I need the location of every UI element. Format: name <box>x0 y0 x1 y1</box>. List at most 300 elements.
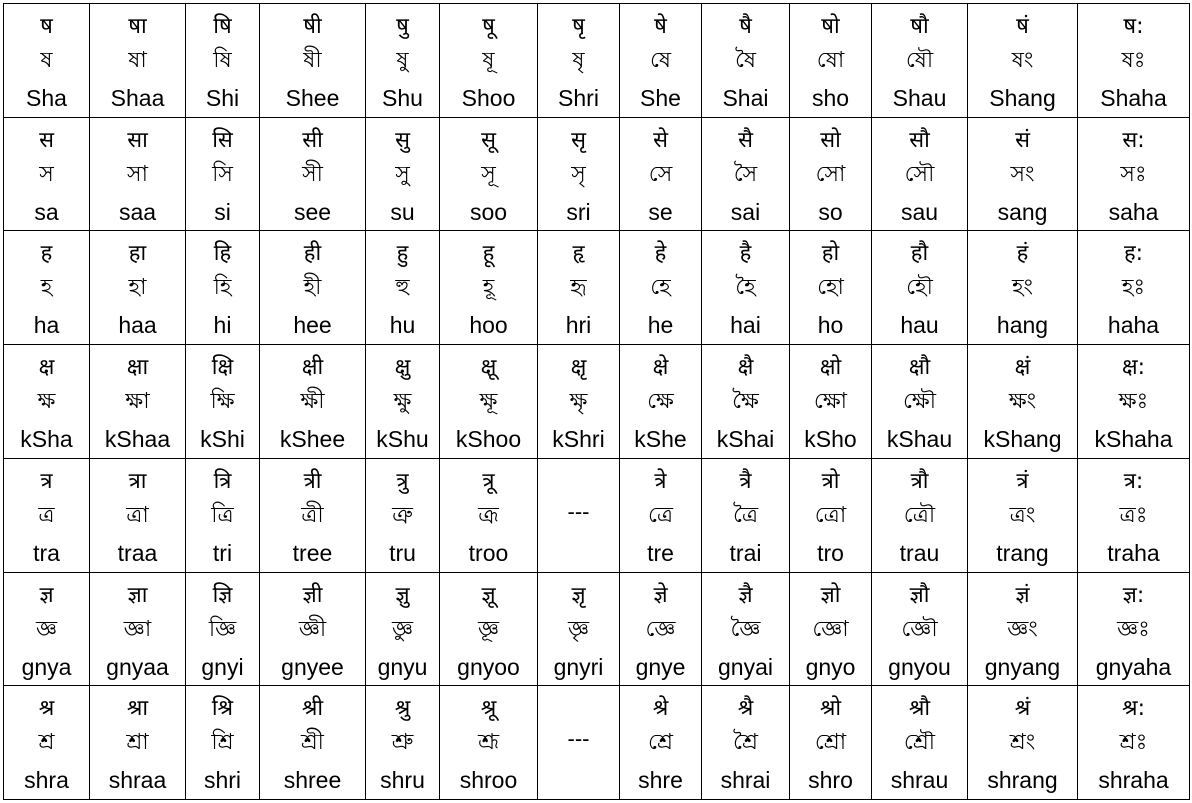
devanagari-glyph: ज्ञ <box>39 582 54 608</box>
romanization-label: gnyang <box>984 653 1061 680</box>
cell-content <box>790 459 871 571</box>
devanagari-glyph: हे <box>654 241 667 267</box>
devanagari-glyph: ज्ञृ <box>571 582 586 608</box>
table-cell <box>90 117 186 231</box>
table-cell <box>968 117 1078 231</box>
bengali-glyph: জ্ঞী <box>298 616 327 642</box>
bengali-glyph: হি <box>213 275 232 301</box>
romanization-label: so <box>818 198 843 225</box>
cell-content <box>366 459 439 571</box>
table-cell <box>260 117 366 231</box>
table-cell <box>790 345 872 459</box>
cell-content <box>968 118 1077 230</box>
romanization-label: saha <box>1108 198 1159 225</box>
table-cell <box>440 572 538 686</box>
romanization-label: gnyo <box>805 653 856 680</box>
devanagari-glyph: षा <box>128 14 147 39</box>
romanization-label: gnyoo <box>457 653 520 680</box>
bengali-glyph: সৃ <box>571 161 586 187</box>
devanagari-glyph: हि <box>213 241 232 267</box>
cell-content <box>440 345 537 457</box>
table-row <box>4 231 1190 345</box>
table-cell <box>538 458 620 572</box>
romanization-label: gnyu <box>377 653 428 680</box>
romanization-label: hang <box>996 312 1049 339</box>
romanization-label: gnya <box>21 653 72 680</box>
romanization-label: soo <box>469 198 508 225</box>
romanization-label: shrang <box>987 767 1058 794</box>
table-cell <box>366 458 440 572</box>
table-cell <box>366 572 440 686</box>
romanization-label: gnye <box>635 653 686 680</box>
bengali-glyph: হো <box>817 275 844 301</box>
cell-content <box>1078 118 1189 230</box>
cell-content <box>1078 459 1189 571</box>
bengali-glyph: ত্রো <box>814 502 847 528</box>
romanization-label: Shaha <box>1100 85 1167 111</box>
cell-content <box>260 459 365 571</box>
cell-content <box>872 573 967 685</box>
romanization-label: ho <box>817 312 844 339</box>
bengali-glyph: হা <box>128 275 147 301</box>
cell-content <box>90 345 185 457</box>
table-cell <box>790 686 872 800</box>
cell-content <box>620 573 701 685</box>
devanagari-glyph: सै <box>738 127 753 153</box>
cell-content <box>790 686 871 798</box>
bengali-glyph: ত্রী <box>301 502 324 528</box>
romanization-label: tri <box>212 539 233 566</box>
bengali-glyph: হে <box>650 275 671 301</box>
cell-content <box>186 4 259 116</box>
devanagari-glyph: षौ <box>910 14 929 39</box>
devanagari-glyph: सी <box>302 127 323 153</box>
bengali-glyph: ষো <box>816 48 845 73</box>
table-cell <box>538 572 620 686</box>
romanization-label: Shee <box>285 85 340 111</box>
table-cell <box>538 231 620 345</box>
table-cell <box>702 345 790 459</box>
table-cell <box>702 572 790 686</box>
table-cell <box>260 345 366 459</box>
romanization-label: kShri <box>552 426 605 453</box>
cell-content <box>968 4 1077 116</box>
cell-content <box>538 345 619 457</box>
romanization-label: kShu <box>376 426 429 453</box>
devanagari-glyph: हो <box>821 241 840 267</box>
romanization-label: troo <box>468 539 509 566</box>
devanagari-glyph: श्र <box>38 696 55 722</box>
table-cell <box>790 458 872 572</box>
cell-content <box>366 118 439 230</box>
bengali-glyph: সৌ <box>904 161 935 187</box>
romanization-label: traa <box>117 539 158 566</box>
bengali-glyph: জ্ঞৈ <box>730 616 761 642</box>
romanization-label: kShi <box>200 426 245 453</box>
devanagari-glyph: ज्ञा <box>127 582 148 608</box>
cell-content <box>620 4 701 116</box>
table-cell <box>620 4 702 118</box>
devanagari-glyph: श्रि <box>211 696 234 722</box>
devanagari-glyph: षो <box>821 14 840 39</box>
table-cell <box>366 345 440 459</box>
table-cell <box>186 4 260 118</box>
bengali-glyph: ষি <box>213 48 232 73</box>
romanization-label: sa <box>34 198 59 225</box>
devanagari-glyph: त्रौ <box>910 468 929 494</box>
table-cell <box>1078 345 1190 459</box>
table-cell <box>366 117 440 231</box>
bengali-glyph: ষা <box>128 48 147 73</box>
cell-content <box>1078 4 1189 116</box>
cell-content <box>366 4 439 116</box>
cell-content <box>872 231 967 343</box>
table-cell <box>620 231 702 345</box>
devanagari-glyph: है <box>739 241 752 267</box>
romanization-label: he <box>647 312 674 339</box>
romanization-label: kShai <box>716 426 775 453</box>
cell-content <box>4 459 89 571</box>
table-cell <box>186 458 260 572</box>
table-cell <box>1078 458 1190 572</box>
bengali-glyph: শ্রৈ <box>733 730 758 756</box>
bengali-glyph: শ্রি <box>211 730 234 756</box>
romanization-label: Shri <box>558 85 599 111</box>
devanagari-glyph: श्रु <box>394 696 411 722</box>
cell-content <box>872 459 967 571</box>
romanization-label: hi <box>213 312 232 339</box>
bengali-glyph: সু <box>395 161 410 187</box>
bengali-glyph: জ্ঞা <box>123 616 152 642</box>
bengali-glyph: জ্ঞ <box>35 616 58 642</box>
devanagari-glyph: हा <box>128 241 147 267</box>
romanization-label: kShang <box>983 426 1062 453</box>
table-cell <box>620 117 702 231</box>
romanization-label: se <box>648 198 673 225</box>
table-cell <box>620 458 702 572</box>
bengali-glyph: জ্ঞৃ <box>567 616 590 642</box>
table-cell <box>90 4 186 118</box>
bengali-glyph: শ্রু <box>391 730 414 756</box>
romanization-label: gnyi <box>201 653 244 680</box>
table-cell <box>366 231 440 345</box>
romanization-label: kShaha <box>1094 426 1173 453</box>
bengali-glyph: ত্রু <box>392 502 413 528</box>
devanagari-glyph: सृ <box>571 127 586 153</box>
cell-content <box>872 686 967 798</box>
romanization-label: sai <box>730 198 761 225</box>
cell-content <box>790 573 871 685</box>
cell-content <box>440 4 537 116</box>
romanization-label: kShe <box>634 426 687 453</box>
table-body <box>4 4 1190 800</box>
devanagari-glyph: सो <box>820 127 841 153</box>
bengali-glyph: শ্রী <box>301 730 324 756</box>
romanization-label: shroo <box>459 767 518 794</box>
cell-content <box>4 118 89 230</box>
devanagari-glyph: त्री <box>303 468 322 494</box>
cell-content <box>538 118 619 230</box>
table-cell <box>790 231 872 345</box>
bengali-glyph: ক্ষী <box>300 389 325 415</box>
bengali-glyph: হী <box>303 275 322 301</box>
bengali-glyph: ষৃ <box>572 48 585 73</box>
cell-content <box>872 118 967 230</box>
romanization-label: kSha <box>20 426 73 453</box>
bengali-glyph: ষৌ <box>905 48 934 73</box>
devanagari-glyph: हं <box>1016 241 1029 267</box>
table-cell <box>620 686 702 800</box>
romanization-label: shro <box>808 767 853 794</box>
cell-content <box>968 686 1077 798</box>
empty-cell-dash: --- <box>567 498 590 524</box>
cell-content <box>90 573 185 685</box>
devanagari-glyph: षू <box>482 14 495 39</box>
bengali-glyph: ক্ষি <box>210 389 235 415</box>
cell-content <box>186 459 259 571</box>
devanagari-glyph: त्रं <box>1016 468 1029 494</box>
cell-content <box>90 118 185 230</box>
romanization-label: She <box>640 85 681 111</box>
devanagari-glyph: श्रो <box>819 696 842 722</box>
cell-content <box>872 345 967 457</box>
cell-content <box>538 459 619 571</box>
table-cell <box>260 572 366 686</box>
table-cell <box>872 686 968 800</box>
cell-content <box>4 573 89 685</box>
devanagari-glyph: ज्ञौ <box>909 582 930 608</box>
bengali-glyph: ক্ষো <box>813 389 848 415</box>
cell-content <box>186 345 259 457</box>
empty-cell-dash: --- <box>567 726 590 752</box>
table-cell <box>186 686 260 800</box>
bengali-glyph: ত্র <box>38 502 55 528</box>
cell-content <box>1078 345 1189 457</box>
table-cell <box>872 458 968 572</box>
bengali-glyph: ষে <box>649 48 672 73</box>
devanagari-glyph: ज्ञ: <box>1122 582 1145 608</box>
cell-content <box>90 4 185 116</box>
table-cell <box>968 572 1078 686</box>
bengali-glyph: ক্ষৌ <box>902 389 937 415</box>
cell-content <box>790 118 871 230</box>
bengali-glyph: ষং <box>1011 48 1034 73</box>
devanagari-glyph: क्षा <box>126 355 149 381</box>
bengali-glyph: ষু <box>396 48 409 73</box>
cell-content <box>440 231 537 343</box>
devanagari-glyph: क्ष <box>38 355 55 381</box>
romanization-label: tre <box>647 539 674 566</box>
bengali-glyph: ত্রে <box>647 502 674 528</box>
table-cell <box>968 458 1078 572</box>
devanagari-glyph: क्षे <box>652 355 669 381</box>
devanagari-glyph: त्रा <box>128 468 147 494</box>
romanization-label: tree <box>292 539 333 566</box>
devanagari-glyph: क्ष: <box>1121 355 1146 381</box>
bengali-glyph: শ্রৌ <box>903 730 936 756</box>
devanagari-glyph: ष: <box>1123 14 1144 39</box>
table-cell <box>538 4 620 118</box>
devanagari-glyph: क्षू <box>480 355 497 381</box>
devanagari-glyph: ज्ञो <box>820 582 841 608</box>
table-cell <box>620 572 702 686</box>
romanization-label: ha <box>33 312 60 339</box>
cell-content <box>366 686 439 798</box>
romanization-label: Shau <box>892 85 947 111</box>
devanagari-glyph: षी <box>303 14 322 39</box>
cell-content <box>440 573 537 685</box>
romanization-label: sho <box>811 85 850 111</box>
romanization-label: Shu <box>382 85 423 111</box>
devanagari-glyph: श्रू <box>480 696 497 722</box>
table-cell <box>1078 4 1190 118</box>
bengali-glyph: জ্ঞো <box>812 616 849 642</box>
table-cell <box>702 117 790 231</box>
table-cell <box>90 686 186 800</box>
bengali-glyph: ত্রা <box>126 502 149 528</box>
table-row <box>4 686 1190 800</box>
romanization-label: trau <box>899 539 940 566</box>
bengali-glyph: ক্ষে <box>647 389 674 415</box>
romanization-label: see <box>293 198 332 225</box>
bengali-glyph: সো <box>815 161 846 187</box>
cell-content <box>790 4 871 116</box>
table-cell <box>968 4 1078 118</box>
romanization-label: haha <box>1107 312 1160 339</box>
bengali-glyph: হৈ <box>735 275 756 301</box>
cell-content <box>186 573 259 685</box>
bengali-glyph: সি <box>212 161 233 187</box>
devanagari-glyph: षे <box>654 14 667 39</box>
table-cell <box>90 572 186 686</box>
bengali-glyph: জ্ঞং <box>1007 616 1038 642</box>
bengali-glyph: শ্রো <box>814 730 847 756</box>
devanagari-glyph: षै <box>739 14 752 39</box>
devanagari-glyph: श्रै <box>737 696 754 722</box>
devanagari-glyph: षु <box>396 14 409 39</box>
devanagari-glyph: श्र: <box>1122 696 1145 722</box>
bengali-glyph: স <box>39 161 54 187</box>
table-cell <box>1078 686 1190 800</box>
cell-content <box>702 686 789 798</box>
devanagari-glyph: षं <box>1016 14 1029 39</box>
cell-content <box>872 4 967 116</box>
devanagari-glyph: सि <box>212 127 233 153</box>
devanagari-glyph: क्षृ <box>570 355 587 381</box>
cell-content <box>260 118 365 230</box>
table-cell <box>4 231 90 345</box>
bengali-glyph: সে <box>648 161 673 187</box>
romanization-label: Shi <box>205 85 240 111</box>
bengali-glyph: ক্ষঃ <box>1118 389 1149 415</box>
table-row <box>4 4 1190 118</box>
cell-content <box>1078 231 1189 343</box>
bengali-glyph: শ্রা <box>126 730 149 756</box>
table-cell <box>872 4 968 118</box>
devanagari-glyph: क्षी <box>301 355 324 381</box>
romanization-label: gnyaha <box>1095 653 1172 680</box>
table-cell <box>4 117 90 231</box>
cell-content <box>968 459 1077 571</box>
devanagari-glyph: श्रे <box>652 696 669 722</box>
devanagari-glyph: श्रा <box>126 696 149 722</box>
table-cell <box>4 686 90 800</box>
devanagari-glyph: ज्ञै <box>738 582 753 608</box>
romanization-label: tra <box>33 539 60 566</box>
cell-content <box>366 345 439 457</box>
bengali-glyph: হৃ <box>570 275 587 301</box>
cell-content <box>538 686 619 798</box>
bengali-glyph: ক্ষৈ <box>732 389 759 415</box>
devanagari-glyph: सु <box>395 127 410 153</box>
cell-content <box>440 459 537 571</box>
cell-content <box>968 231 1077 343</box>
devanagari-glyph: षि <box>213 14 232 39</box>
cell-content <box>620 345 701 457</box>
cell-content <box>702 4 789 116</box>
table-cell <box>790 4 872 118</box>
devanagari-glyph: हौ <box>910 241 929 267</box>
bengali-glyph: ত্রৌ <box>903 502 936 528</box>
devanagari-glyph: त्रो <box>821 468 840 494</box>
devanagari-glyph: श्रं <box>1014 696 1031 722</box>
cell-content <box>260 686 365 798</box>
cell-content <box>702 573 789 685</box>
cell-content <box>538 4 619 116</box>
cell-content <box>4 686 89 798</box>
cell-content <box>702 118 789 230</box>
cell-content <box>702 231 789 343</box>
table-cell <box>702 4 790 118</box>
bengali-glyph: জ্ঞু <box>391 616 414 642</box>
table-cell <box>260 4 366 118</box>
romanization-label: gnyaa <box>106 653 169 680</box>
cell-content <box>260 231 365 343</box>
table-cell <box>186 231 260 345</box>
table-cell <box>260 686 366 800</box>
table-cell <box>620 345 702 459</box>
devanagari-glyph: हृ <box>572 241 585 267</box>
devanagari-glyph: त्र: <box>1123 468 1144 494</box>
bengali-glyph: জ্ঞি <box>208 616 237 642</box>
cell-content <box>90 459 185 571</box>
table-cell <box>538 686 620 800</box>
romanization-label: su <box>390 198 415 225</box>
devanagari-glyph: त्र <box>40 468 53 494</box>
cell-content <box>4 231 89 343</box>
cell-content <box>790 345 871 457</box>
cell-content <box>968 573 1077 685</box>
romanization-label: hai <box>730 312 761 339</box>
table-cell <box>90 345 186 459</box>
bengali-glyph: শ্রে <box>648 730 673 756</box>
bengali-glyph: শ্রঃ <box>1119 730 1148 756</box>
romanization-label: sang <box>997 198 1048 225</box>
romanization-label: haa <box>118 312 157 339</box>
devanagari-glyph: ज्ञे <box>653 582 668 608</box>
table-cell <box>90 458 186 572</box>
devanagari-glyph: स: <box>1122 127 1145 153</box>
cell-content <box>260 345 365 457</box>
devanagari-glyph: ज्ञू <box>481 582 496 608</box>
table-cell <box>4 345 90 459</box>
devanagari-glyph: सा <box>127 127 148 153</box>
table-cell <box>1078 117 1190 231</box>
devanagari-glyph: ज्ञि <box>212 582 233 608</box>
devanagari-glyph: सं <box>1015 127 1030 153</box>
devanagari-glyph: हु <box>396 241 409 267</box>
romanization-label: trang <box>996 539 1049 566</box>
